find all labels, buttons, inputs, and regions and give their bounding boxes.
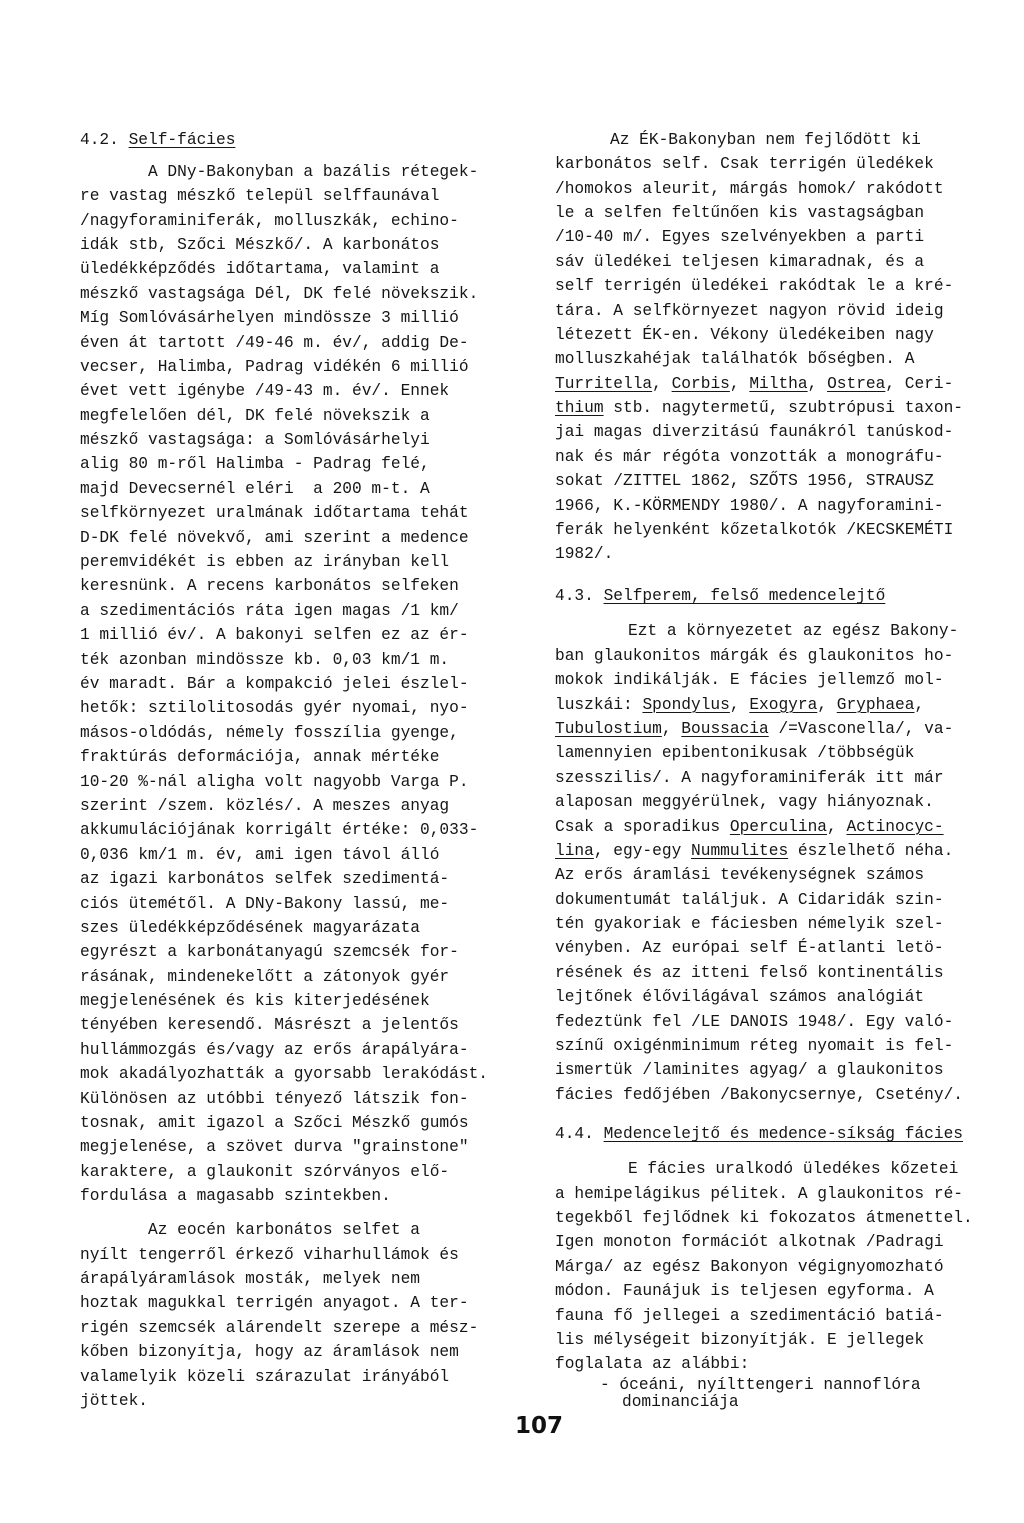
text-line: [555, 1304, 995, 1328]
underlined-term: Self-fácies: [128, 130, 236, 149]
line-text: , Ceri-: [885, 374, 954, 393]
paragraph-eocene-self: [80, 1218, 510, 1413]
line-text: fácies fedőjében /Bakonycsernye, Csetény/.: [555, 1085, 963, 1104]
text-line: [80, 1243, 510, 1267]
text-line: [555, 1034, 995, 1058]
text-line: [80, 452, 510, 476]
line-text: színű oxigénminimum réteg nyomait is fel-: [555, 1037, 954, 1056]
text-line: [80, 1389, 510, 1413]
text-line: [555, 372, 995, 396]
line-text: ban glaukonitos márgák és glaukonitos ho-: [555, 646, 954, 665]
line-text: 1 millió év/. A bakonyi selfen ez az ér-: [80, 626, 469, 645]
text-line: [555, 347, 995, 371]
text-line: [80, 696, 510, 720]
text-line: [80, 989, 510, 1013]
text-line: [555, 1279, 995, 1303]
text-line: [555, 250, 995, 274]
line-text: /homokos aleurit, márgás homok/ rakódott: [555, 179, 944, 198]
text-line: [80, 257, 510, 281]
text-line: [555, 128, 995, 152]
text-line: [555, 1083, 995, 1107]
text-line: [80, 672, 510, 696]
line-text: ték azonban mindössze kb. 0,03 km/1 m.: [80, 650, 450, 669]
text-line: [80, 648, 510, 672]
text-line: [555, 644, 995, 668]
text-line: [555, 152, 995, 176]
text-line: [80, 1160, 510, 1184]
text-line: [80, 965, 510, 989]
text-line: [555, 961, 995, 985]
line-text: rásának, mindenekelőtt a zátonyok gyér: [80, 967, 450, 986]
line-text: majd Devecsernél eléri a 200 m-t. A: [80, 479, 430, 498]
paragraph-self-facies: [80, 160, 510, 1209]
line-text: Különösen az utóbbi tényező látszik fon-: [80, 1089, 469, 1108]
text-line: [80, 1087, 510, 1111]
line-text: mok akadályozhatták a gyorsabb lerakódást.: [80, 1065, 488, 1084]
list-item: [555, 1377, 995, 1411]
text-line: [555, 1377, 995, 1394]
underlined-term: Selfperem, felső medencelejtő: [603, 587, 886, 606]
underlined-term: Boussacia: [681, 719, 769, 738]
text-line: [555, 1206, 995, 1230]
underlined-term: Corbis: [671, 374, 730, 393]
line-text: éven át tartott /49-46 m. év/, addig De-: [80, 333, 469, 352]
text-line: [80, 1184, 510, 1208]
line-text: Az eocén karbonátos selfet a: [148, 1221, 420, 1240]
text-line: [555, 1122, 995, 1146]
text-line: [80, 128, 510, 152]
line-text: egyrészt a karbonátanyagú szemcsék for-: [80, 943, 459, 962]
text-line: [555, 1328, 995, 1352]
line-text: fedeztünk fel /LE DANOIS 1948/. Egy való-: [555, 1012, 954, 1031]
line-text: ,: [661, 719, 682, 738]
line-text: év maradt. Bár a kompakció jelei észlel-: [80, 674, 469, 693]
line-text: peremvidékét is ebben az irányban kell: [80, 553, 450, 572]
line-text: másos-oldódás, némely fosszília gyenge,: [80, 723, 459, 742]
text-line: [555, 717, 995, 741]
text-line: [555, 494, 995, 518]
text-line: [555, 766, 995, 790]
line-text: ,: [729, 374, 750, 393]
line-text: A DNy-Bakonyban a bazális rétegek-: [148, 162, 479, 181]
paragraph-selfperem: [555, 619, 995, 1107]
line-text: fraktúrás deformációja, annak mértéke: [80, 748, 440, 767]
line-text: E fácies uralkodó üledékes kőzetei: [628, 1160, 959, 1179]
line-text: self terrigén üledékei rakódtak le a kré-: [555, 277, 954, 296]
page-number: 107: [515, 1413, 564, 1439]
line-text: 1982/.: [555, 545, 614, 564]
text-line: [555, 839, 995, 863]
line-text: selfkörnyezet uralmának időtartama tehát: [80, 504, 469, 523]
line-text: az igazi karbonátos selfek szedimentá-: [80, 870, 450, 889]
underlined-term: Ostrea: [827, 374, 886, 393]
line-text: idák stb, Szőci Mészkő/. A karbonátos: [80, 235, 440, 254]
line-text: mokok indikálják. E fácies jellemző mol-: [555, 671, 944, 690]
line-text: /=Vasconella/, va-: [768, 719, 954, 738]
line-text: kőben bizonyítja, hogy az áramlások nem: [80, 1343, 459, 1362]
line-text: szerint /szem. közlés/. A meszes anyag: [80, 796, 450, 815]
section-heading-4-3: [555, 584, 995, 608]
text-line: [80, 550, 510, 574]
line-text: valamelyik közeli szárazulat irányából: [80, 1367, 450, 1386]
line-text: fauna fő jellegei a szedimentáció batiá-: [555, 1306, 944, 1325]
text-line: [555, 1394, 995, 1411]
text-line: [80, 184, 510, 208]
text-line: [80, 818, 510, 842]
line-text: 10-20 %-nál aligha volt nagyobb Varga P.: [80, 772, 469, 791]
line-text: /nagyforaminiferák, molluszkák, echino-: [80, 211, 459, 230]
line-text: megjelenése, a szövet durva "grainstone": [80, 1138, 469, 1157]
underlined-term: Nummulites: [691, 841, 789, 860]
text-line: [80, 843, 510, 867]
text-line: [80, 916, 510, 940]
text-line: [80, 233, 510, 257]
text-line: [555, 741, 995, 765]
line-text: , egy-egy: [593, 841, 692, 860]
underlined-term: Gryphaea: [836, 695, 915, 714]
text-line: [80, 404, 510, 428]
text-line: [555, 815, 995, 839]
text-line: [555, 323, 995, 347]
paragraph-ek-bakony: [555, 128, 995, 567]
line-text: ismertük /laminites agyag/ a glaukonitos: [555, 1061, 944, 1080]
line-text: lamennyien epibentonikusak /többségük: [555, 744, 915, 763]
text-line: [555, 790, 995, 814]
line-text: akkumulációjának korrigált értéke: 0,033-: [80, 821, 479, 840]
text-line: [80, 770, 510, 794]
text-line: [80, 306, 510, 330]
line-text: hetők: sztilolitosodás gyér nyomai, nyo-: [80, 699, 469, 718]
line-text: D-DK felé növekvő, ami szerint a medence: [80, 528, 469, 547]
line-text: tén gyakoriak e fáciesben némelyik szel-: [555, 915, 944, 934]
line-text: a szedimentációs ráta igen magas /1 km/: [80, 601, 459, 620]
text-line: [555, 445, 995, 469]
line-text: szesszilis/. A nagyforaminiferák itt már: [555, 768, 944, 787]
text-line: [80, 574, 510, 598]
section-heading-4-2: [80, 128, 510, 152]
text-line: [80, 428, 510, 452]
text-line: [80, 209, 510, 233]
line-text: karbonátos self. Csak terrigén üledékek: [555, 155, 934, 174]
line-text: rigén szemcsék alárendelt szerepe a mész-: [80, 1318, 479, 1337]
line-text: vecser, Halimba, Padrag vidékén 6 millió: [80, 357, 469, 376]
text-line: [80, 1013, 510, 1037]
line-text: 0,036 km/1 m. év, ami igen távol álló: [80, 845, 440, 864]
line-text: nak és már régóta vonzották a monográfu-: [555, 447, 944, 466]
line-text: ferák helyenként kőzetalkotók /KECSKEMÉTI: [555, 521, 954, 540]
underlined-term: Spondylus: [642, 695, 730, 714]
line-text: alig 80 m-ről Halimba - Padrag felé,: [80, 455, 430, 474]
line-text: üledékképződés időtartama, valamint a: [80, 260, 440, 279]
text-line: [555, 693, 995, 717]
line-text: ciós ütemétől. A DNy-Bakony lassú, me-: [80, 894, 450, 913]
line-text: jöttek.: [80, 1391, 148, 1410]
line-text: lis mélységeit bizonyítják. E jellegek: [555, 1330, 925, 1349]
line-text: ,: [914, 695, 925, 714]
line-text: megfelelően dél, DK felé növekszik a: [80, 406, 430, 425]
paragraph-medencelejto: [555, 1157, 995, 1377]
line-text: tegekből fejlődnek ki fokozatos átmenettel.: [555, 1208, 973, 1227]
line-text: 4.4.: [555, 1125, 604, 1144]
text-line: [555, 1352, 995, 1376]
underlined-term: Actinocyc-: [846, 817, 944, 836]
line-text: létezett ÉK-en. Vékony üledékeiben nagy: [555, 325, 934, 344]
line-text: ,: [817, 695, 837, 714]
text-line: [555, 1255, 995, 1279]
line-text: alaposan meggyérülnek, vagy hiányoznak.: [555, 793, 934, 812]
line-text: luszkái:: [555, 695, 643, 714]
text-line: [80, 477, 510, 501]
line-text: tényében keresendő. Másrészt a jelentős: [80, 1016, 459, 1035]
text-line: [555, 1058, 995, 1082]
line-text: évet vett igénybe /49-43 m. év/. Ennek: [80, 382, 450, 401]
line-text: molluszkahéjak találhatók bőségben. A: [555, 350, 915, 369]
line-text: 1966, K.-KÖRMENDY 1980/. A nagyforamini-: [555, 496, 944, 515]
text-line: [80, 1267, 510, 1291]
line-text: /10-40 m/. Egyes szelvényekben a parti: [555, 228, 925, 247]
line-text: Ezt a környezetet az egész Bakony-: [628, 622, 959, 641]
line-text: - óceáni, nyílttengeri nannoflóra: [600, 1375, 921, 1394]
text-line: [555, 225, 995, 249]
line-text: vényben. Az európai self É-atlanti letö-: [555, 939, 944, 958]
text-line: [555, 1157, 995, 1181]
line-text: résének és az itteni felső kontinentális: [555, 963, 944, 982]
text-line: [555, 985, 995, 1009]
line-text: tára. A selfkörnyezet nagyon rövid ideig: [555, 301, 944, 320]
line-text: Az ÉK-Bakonyban nem fejlődött ki: [610, 130, 921, 149]
text-line: [80, 892, 510, 916]
text-line: [555, 668, 995, 692]
text-line: [80, 1316, 510, 1340]
text-line: [555, 201, 995, 225]
line-text: lejtőnek élővilágával számos analógiát: [555, 988, 925, 1007]
line-text: foglalata az alábbi:: [555, 1355, 750, 1374]
line-text: Míg Somlóvásárhelyen mindössze 3 millió: [80, 309, 459, 328]
text-line: [555, 396, 995, 420]
line-text: ,: [807, 374, 828, 393]
line-text: 4.2.: [80, 130, 129, 149]
line-text: módon. Faunájuk is teljesen egyforma. A: [555, 1282, 934, 1301]
text-line: [80, 599, 510, 623]
text-line: [555, 1010, 995, 1034]
text-line: [555, 863, 995, 887]
line-text: stb. nagytermetű, szubtrópusi taxon-: [603, 399, 963, 418]
text-line: [555, 584, 995, 608]
text-line: [555, 518, 995, 542]
text-line: [80, 160, 510, 184]
underlined-term: Operculina: [729, 817, 828, 836]
line-text: ,: [827, 817, 847, 836]
line-text: észlelhető néha.: [788, 841, 954, 860]
text-line: [80, 355, 510, 379]
text-line: [80, 940, 510, 964]
right-column: [555, 128, 995, 1411]
line-text: 4.3.: [555, 587, 604, 606]
line-text: hoztak magukkal terrigén anyagot. A ter-: [80, 1294, 469, 1313]
line-text: keresnünk. A recens karbonátos selfeken: [80, 577, 459, 596]
text-line: [555, 912, 995, 936]
line-text: Az erős áramlási tevékenységnek számos: [555, 866, 925, 885]
text-line: [555, 274, 995, 298]
text-line: [80, 379, 510, 403]
line-text: jai magas diverzitású faunákról tanúskod-: [555, 423, 954, 442]
line-text: dokumentumát találjuk. A Cidaridák szin-: [555, 890, 944, 909]
text-line: [80, 745, 510, 769]
text-line: [80, 1365, 510, 1389]
text-line: [555, 1182, 995, 1206]
text-line: [80, 331, 510, 355]
text-line: [555, 420, 995, 444]
text-line: [80, 794, 510, 818]
line-text: sokat /ZITTEL 1862, SZŐTS 1956, STRAUSZ: [555, 472, 934, 491]
line-text: nyílt tengerről érkező viharhullámok és: [80, 1245, 459, 1264]
text-line: [80, 501, 510, 525]
text-line: [555, 936, 995, 960]
text-line: [555, 1230, 995, 1254]
text-line: [80, 1218, 510, 1242]
underlined-term: Turritella: [555, 374, 653, 393]
line-text: árapályáramlások mosták, melyek nem: [80, 1269, 420, 1288]
text-line: [555, 469, 995, 493]
line-text: Márga/ az egész Bakonyon végignyomozható: [555, 1257, 944, 1276]
underlined-term: thium: [555, 399, 604, 418]
text-line: [80, 1340, 510, 1364]
underlined-term: Medencelejtő és medence-síkság fácies: [603, 1125, 963, 1144]
line-text: ,: [729, 695, 750, 714]
text-line: [555, 299, 995, 323]
underlined-term: Miltha: [749, 374, 808, 393]
line-text: ,: [652, 374, 672, 393]
line-text: megjelenésének és kis kiterjedésének: [80, 992, 430, 1011]
line-text: Csak a sporadikus: [555, 817, 730, 836]
line-text: mészkő vastagsága: a Somlóvásárhelyi: [80, 431, 430, 450]
line-text: tosnak, amit igazol a Szőci Mészkő gumós: [80, 1114, 469, 1133]
line-text: fordulása a magasabb szintekben.: [80, 1187, 391, 1206]
text-line: [80, 1291, 510, 1315]
line-text: mészkő vastagsága Dél, DK felé növekszik.: [80, 284, 479, 303]
underlined-term: Exogyra: [749, 695, 818, 714]
line-text: karaktere, a glaukonit szórványos elő-: [80, 1162, 450, 1181]
left-column: [80, 128, 510, 1414]
line-text: hullámmozgás és/vagy az erős árapályára-: [80, 1040, 469, 1059]
text-line: [80, 1135, 510, 1159]
line-text: a hemipelágikus pélitek. A glaukonitos ré-: [555, 1184, 963, 1203]
text-line: [80, 1062, 510, 1086]
text-line: [80, 623, 510, 647]
text-line: [555, 542, 995, 566]
underlined-term: lina: [555, 841, 594, 860]
text-line: [80, 721, 510, 745]
underlined-term: Tubulostium: [555, 719, 662, 738]
text-line: [555, 177, 995, 201]
text-line: [555, 888, 995, 912]
text-line: [80, 1038, 510, 1062]
text-line: [80, 1111, 510, 1135]
line-text: re vastag mészkő települ selffaunával: [80, 187, 440, 206]
line-text: sáv üledékei teljesen kimaradnak, és a: [555, 252, 925, 271]
text-line: [80, 526, 510, 550]
text-line: [80, 282, 510, 306]
line-text: le a selfen feltűnően kis vastagságban: [555, 203, 925, 222]
section-heading-4-4: [555, 1122, 995, 1146]
text-line: [80, 867, 510, 891]
line-text: dominanciája: [622, 1392, 739, 1411]
text-line: [555, 619, 995, 643]
line-text: Igen monoton formációt alkotnak /Padragi: [555, 1233, 944, 1252]
line-text: szes üledékképződésének magyarázata: [80, 918, 420, 937]
